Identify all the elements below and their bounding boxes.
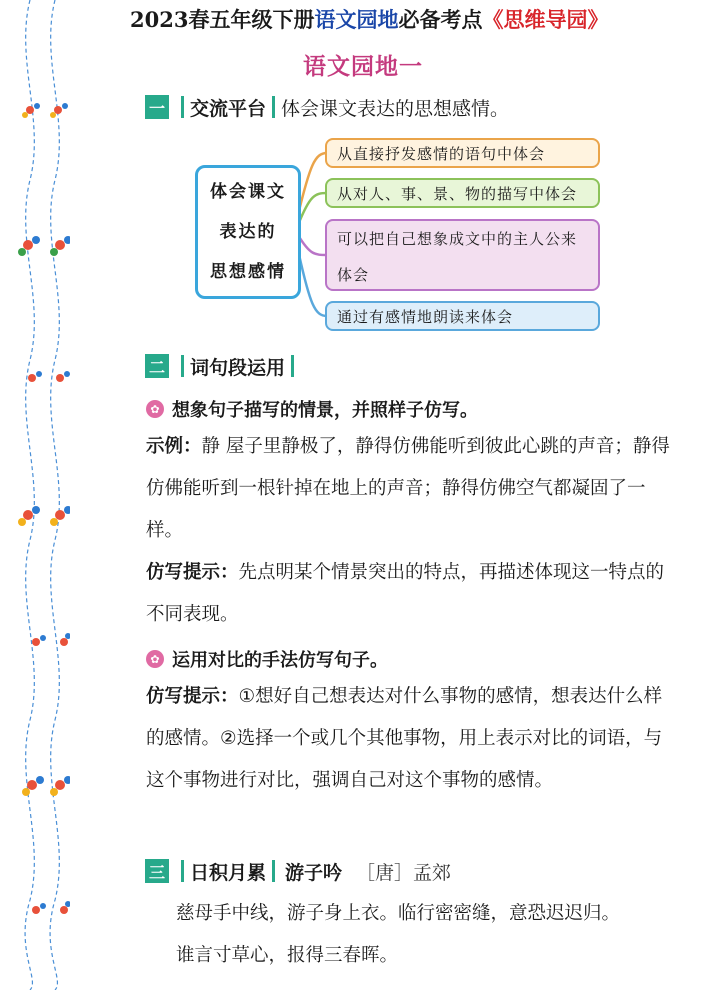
page-title	[130, 4, 670, 34]
mindmap	[190, 135, 620, 335]
decorative-vine-border	[10, 0, 70, 990]
poem-author: ［唐］孟郊	[356, 861, 452, 884]
example-label: 示例：	[146, 436, 202, 457]
hint1-label: 仿写提示：	[146, 562, 239, 583]
example-text: 静 屋子里静极了，静得仿佛能听到彼此心跳的声音；静得仿佛能听到一根针掉在地上的声音；静得仿佛空气都凝固了一样。	[146, 436, 670, 541]
flower-icon: ✿	[146, 650, 164, 668]
flower-icon: ✿	[146, 400, 164, 418]
section1-description: 体会课文表达的思想感情。	[281, 97, 510, 120]
hint2-label: 仿写提示：	[146, 686, 239, 707]
section2-heading	[145, 351, 300, 381]
title-part3: 必备考点	[398, 7, 483, 32]
hint2-text: ①想好自己想表达对什么事物的感情，想表达什么样的感情。②选择一个或几个其他事物，用上表示对比的词语，与这个事物进行对比，强调自己对这个事物的感情。	[146, 686, 663, 791]
mindmap-center-node	[195, 165, 301, 299]
page-subtitle: 语文园地一	[303, 54, 423, 80]
section2-item1-heading	[146, 396, 478, 422]
title-part4: 《思维导园》	[482, 7, 609, 32]
center-line-2: 表达的	[219, 222, 277, 242]
poem-line-1: 慈母手中线，游子身上衣。临行密密缝，意恐迟迟归。	[176, 903, 621, 924]
section1-heading	[145, 92, 509, 122]
divider	[181, 96, 184, 118]
example-paragraph	[146, 426, 676, 552]
divider	[291, 355, 294, 377]
mindmap-branch-3: 可以把自己想象成文中的主人公来体会	[325, 219, 600, 291]
poem-line-2: 谁言寸草心，报得三春晖。	[176, 945, 399, 966]
section1-label: 交流平台	[190, 97, 267, 120]
divider	[272, 96, 275, 118]
section2-label: 词句段运用	[190, 356, 286, 379]
title-part1: 2023春五年级下册	[130, 7, 315, 32]
section3-label: 日积月累	[190, 861, 267, 884]
section2-number: 二	[145, 354, 169, 378]
mindmap-branch-4: 通过有感情地朗读来体会	[325, 301, 600, 331]
hint1-paragraph	[146, 552, 676, 636]
title-part2: 语文园地	[314, 7, 399, 32]
item1-heading-text: 想象句子描写的情景，并照样子仿写。	[172, 400, 478, 421]
hint2-paragraph	[146, 676, 676, 802]
section2-item2-heading	[146, 646, 388, 672]
section3-number: 三	[145, 859, 169, 883]
poem-title: 游子吟	[285, 861, 343, 884]
center-line-3: 思想感情	[210, 262, 286, 282]
mindmap-branch-2: 从对人、事、景、物的描写中体会	[325, 178, 600, 208]
divider	[181, 860, 184, 882]
mindmap-branch-1: 从直接抒发感情的语句中体会	[325, 138, 600, 168]
section3-heading	[145, 856, 451, 886]
hint1-text: 先点明某个情景突出的特点，再描述体现这一特点的不同表现。	[146, 562, 665, 625]
section1-number: 一	[145, 95, 169, 119]
divider	[181, 355, 184, 377]
center-line-1: 体会课文	[210, 182, 286, 202]
item2-heading-text: 运用对比的手法仿写句子。	[172, 650, 388, 671]
divider	[272, 860, 275, 882]
